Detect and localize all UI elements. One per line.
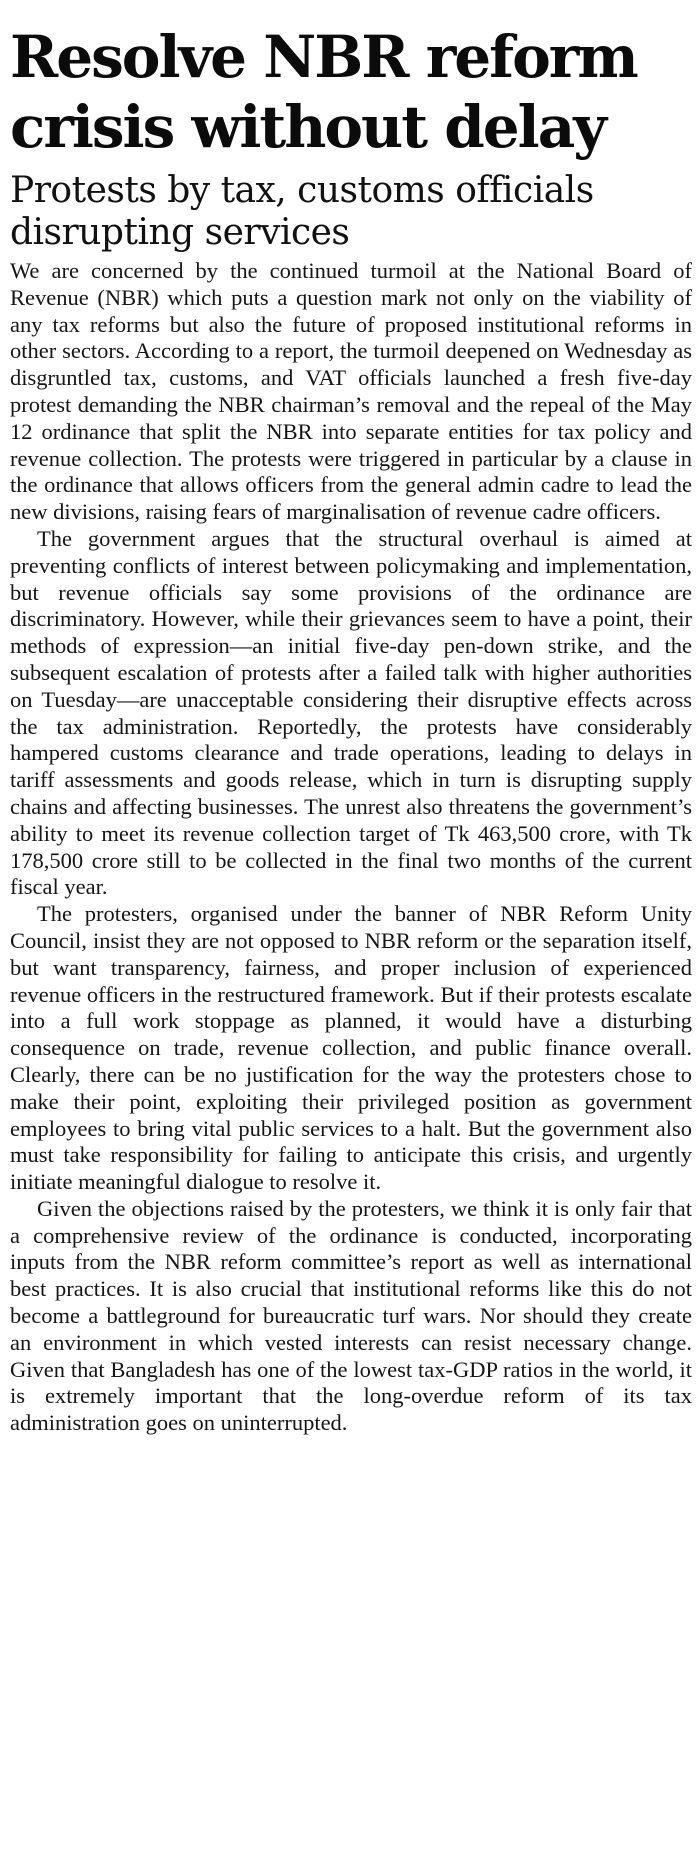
- body-paragraph-4: Given the objections raised by the protesters, we think it is only fair that a comprehensive review of the ordinance is conducted, incorporating inputs from the NBR reform committee’s report as well as international best practices. It is also crucial that institutional reforms like this do not become a battleground for bureaucratic turf wars. Nor should they create an environment in which vested interests can resist necessary change. Given that Bangladesh has one of the lowest tax-GDP ratios in the world, it is extremely important that the long-overdue reform of its tax administration goes on uninterrupted.: [10, 1195, 692, 1436]
- body-paragraph-3: The protesters, organised under the banner of NBR Reform Unity Council, insist they are not opposed to NBR reform or the separation itself, but want transparency, fairness, and proper inclusion of experienced revenue officers in the restructured framework. But if their protests escalate into a full work stoppage as planned, it would have a disturbing consequence on trade, revenue collection, and public finance overall. Clearly, there can be no justification for the way the protesters chose to make their point, exploiting their privileged position as government employees to bring vital public services to a halt. But the government also must take responsibility for failing to anticipate this crisis, and urgently initiate meaningful dialogue to resolve it.: [10, 901, 692, 1195]
- article-body: [10, 258, 692, 1437]
- body-paragraph-2: The government argues that the structural overhaul is aimed at preventing conflicts of interest between policymaking and implementation, but revenue officials say some provisions of the ordinance are discriminatory. However, while their grievances seem to have a point, their methods of expression—an initial five-day pen-down strike, and the subsequent escalation of protests after a failed talk with higher authorities on Tuesday—are unacceptable considering their disruptive effects across the tax administration. Reportedly, the protests have considerably hampered customs clearance and trade operations, leading to delays in tariff assessments and goods release, which in turn is disrupting supply chains and affecting businesses. The unrest also threatens the government’s ability to meet its revenue collection target of Tk 463,500 crore, with Tk 178,500 crore still to be collected in the final two months of the current fiscal year.: [10, 525, 692, 900]
- subheadline: Protests by tax, customs officials disrupting services: [10, 170, 594, 253]
- body-paragraph-1: We are concerned by the continued turmoil at the National Board of Revenue (NBR) which puts a question mark not only on the viability of any tax reforms but also the future of proposed institutional reforms in other sectors. According to a report, the turmoil deepened on Wednesday as disgruntled tax, customs, and VAT officials launched a fresh five-day protest demanding the NBR chairman’s removal and the repeal of the May 12 ordinance that split the NBR into separate entities for tax policy and revenue collection. The protests were triggered in particular by a clause in the ordinance that allows officers from the general admin cadre to lead the new divisions, raising fears of marginalisation of revenue cadre officers.: [10, 258, 692, 525]
- headline: Resolve NBR reform crisis without delay: [10, 23, 637, 161]
